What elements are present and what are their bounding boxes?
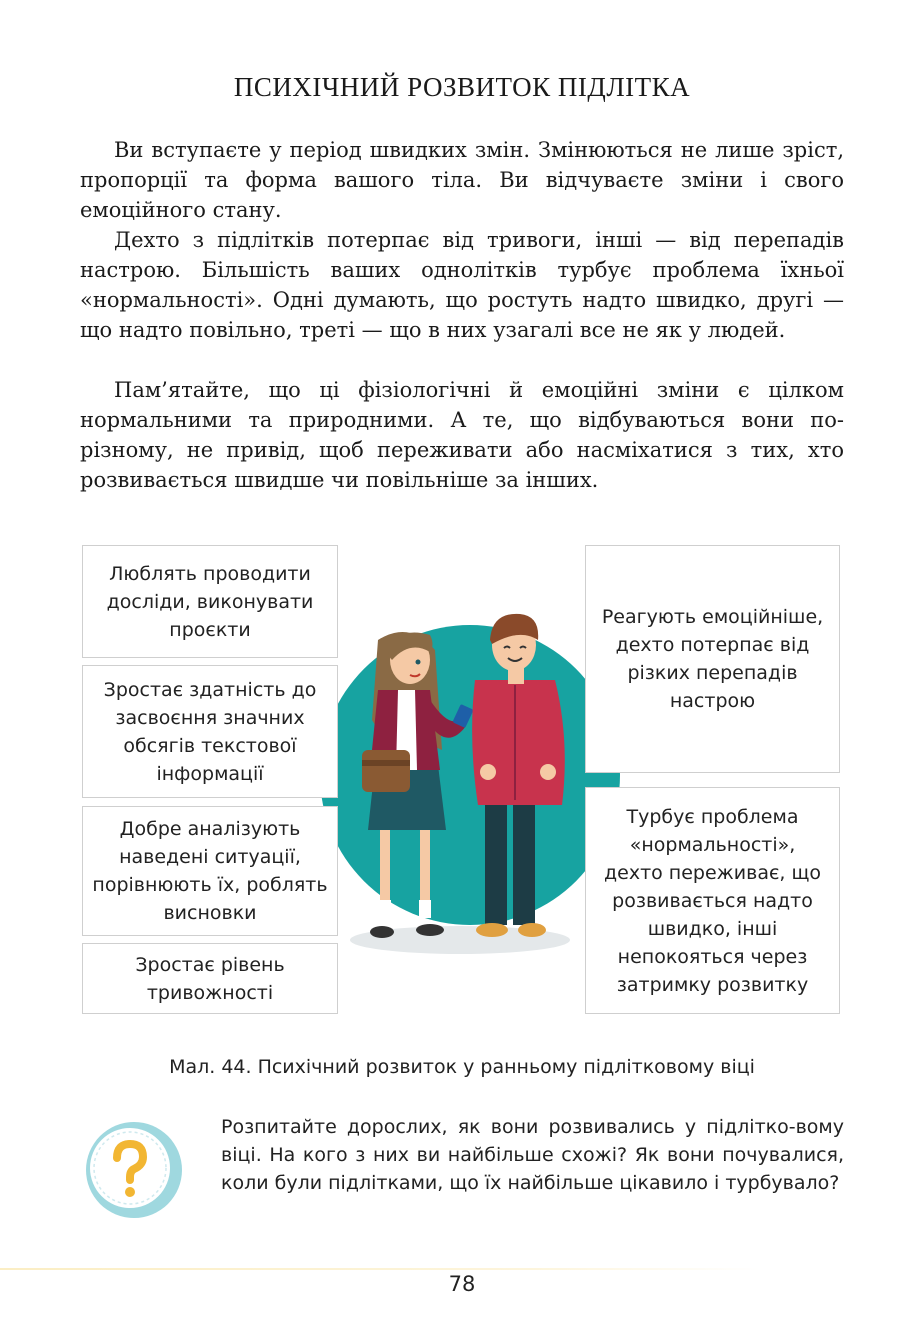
paragraph-2: Дехто з підлітків потерпає від тривоги, інші — від перепадів настрою. Більшість ваших однолітків турбує проблема їхньої «нормальності». Одні думають, що ростуть надто швидко, другі — що надто повільно, треті — що в них узагалі все не як у людей.	[80, 228, 844, 342]
left-box-4: Зростає рівень тривожності	[82, 943, 338, 1014]
left-box-1: Люблять проводити досліди, виконувати проєкти	[82, 545, 338, 658]
question-text: Розпитайте дорослих, як вони розвивались у підлітко-вому віці. На кого з них ви найбільше схожі? Як вони почувалися, коли були підлітками, що їх найбільше цікавило і турбувало?	[221, 1116, 844, 1194]
question-mark-icon	[84, 1120, 184, 1225]
page-title: ПСИХІЧНИЙ РОЗВИТОК ПІДЛІТКА	[233, 72, 691, 102]
left-box-2: Зростає здатність до засвоєння значних обсягів текстової інформації	[82, 665, 338, 798]
paragraph-3: Пам’ятайте, що ці фізіологічні й емоційні зміни є цілком нормальними та природними. А те, що відбуваються вони по-різному, не привід, щоб переживати або насміхатися з тих, хто розвивається швидше чи повільніше за інших.	[80, 378, 844, 492]
right-box-1: Реагують емоційніше, дехто потерпає від різких перепадів настрою	[585, 545, 840, 773]
footer-divider	[0, 1268, 760, 1270]
figure-caption: Мал. 44. Психічний розвиток у ранньому підлітковому віці	[169, 1056, 755, 1078]
paragraph-1: Ви вступаєте у період швидких змін. Змінюються не лише зріст, пропорції та форма вашого тіла. Ви відчуваєте зміни і свого емоційного стану.	[80, 138, 844, 222]
page-number: 78	[448, 1272, 476, 1296]
left-box-3: Добре аналізують наведені ситуації, порівнюють їх, роблять висновки	[82, 806, 338, 936]
right-box-2: Турбує проблема «нормальності», дехто переживає, що розвивається надто швидко, інші непокояться через затримку розвитку	[585, 787, 840, 1014]
